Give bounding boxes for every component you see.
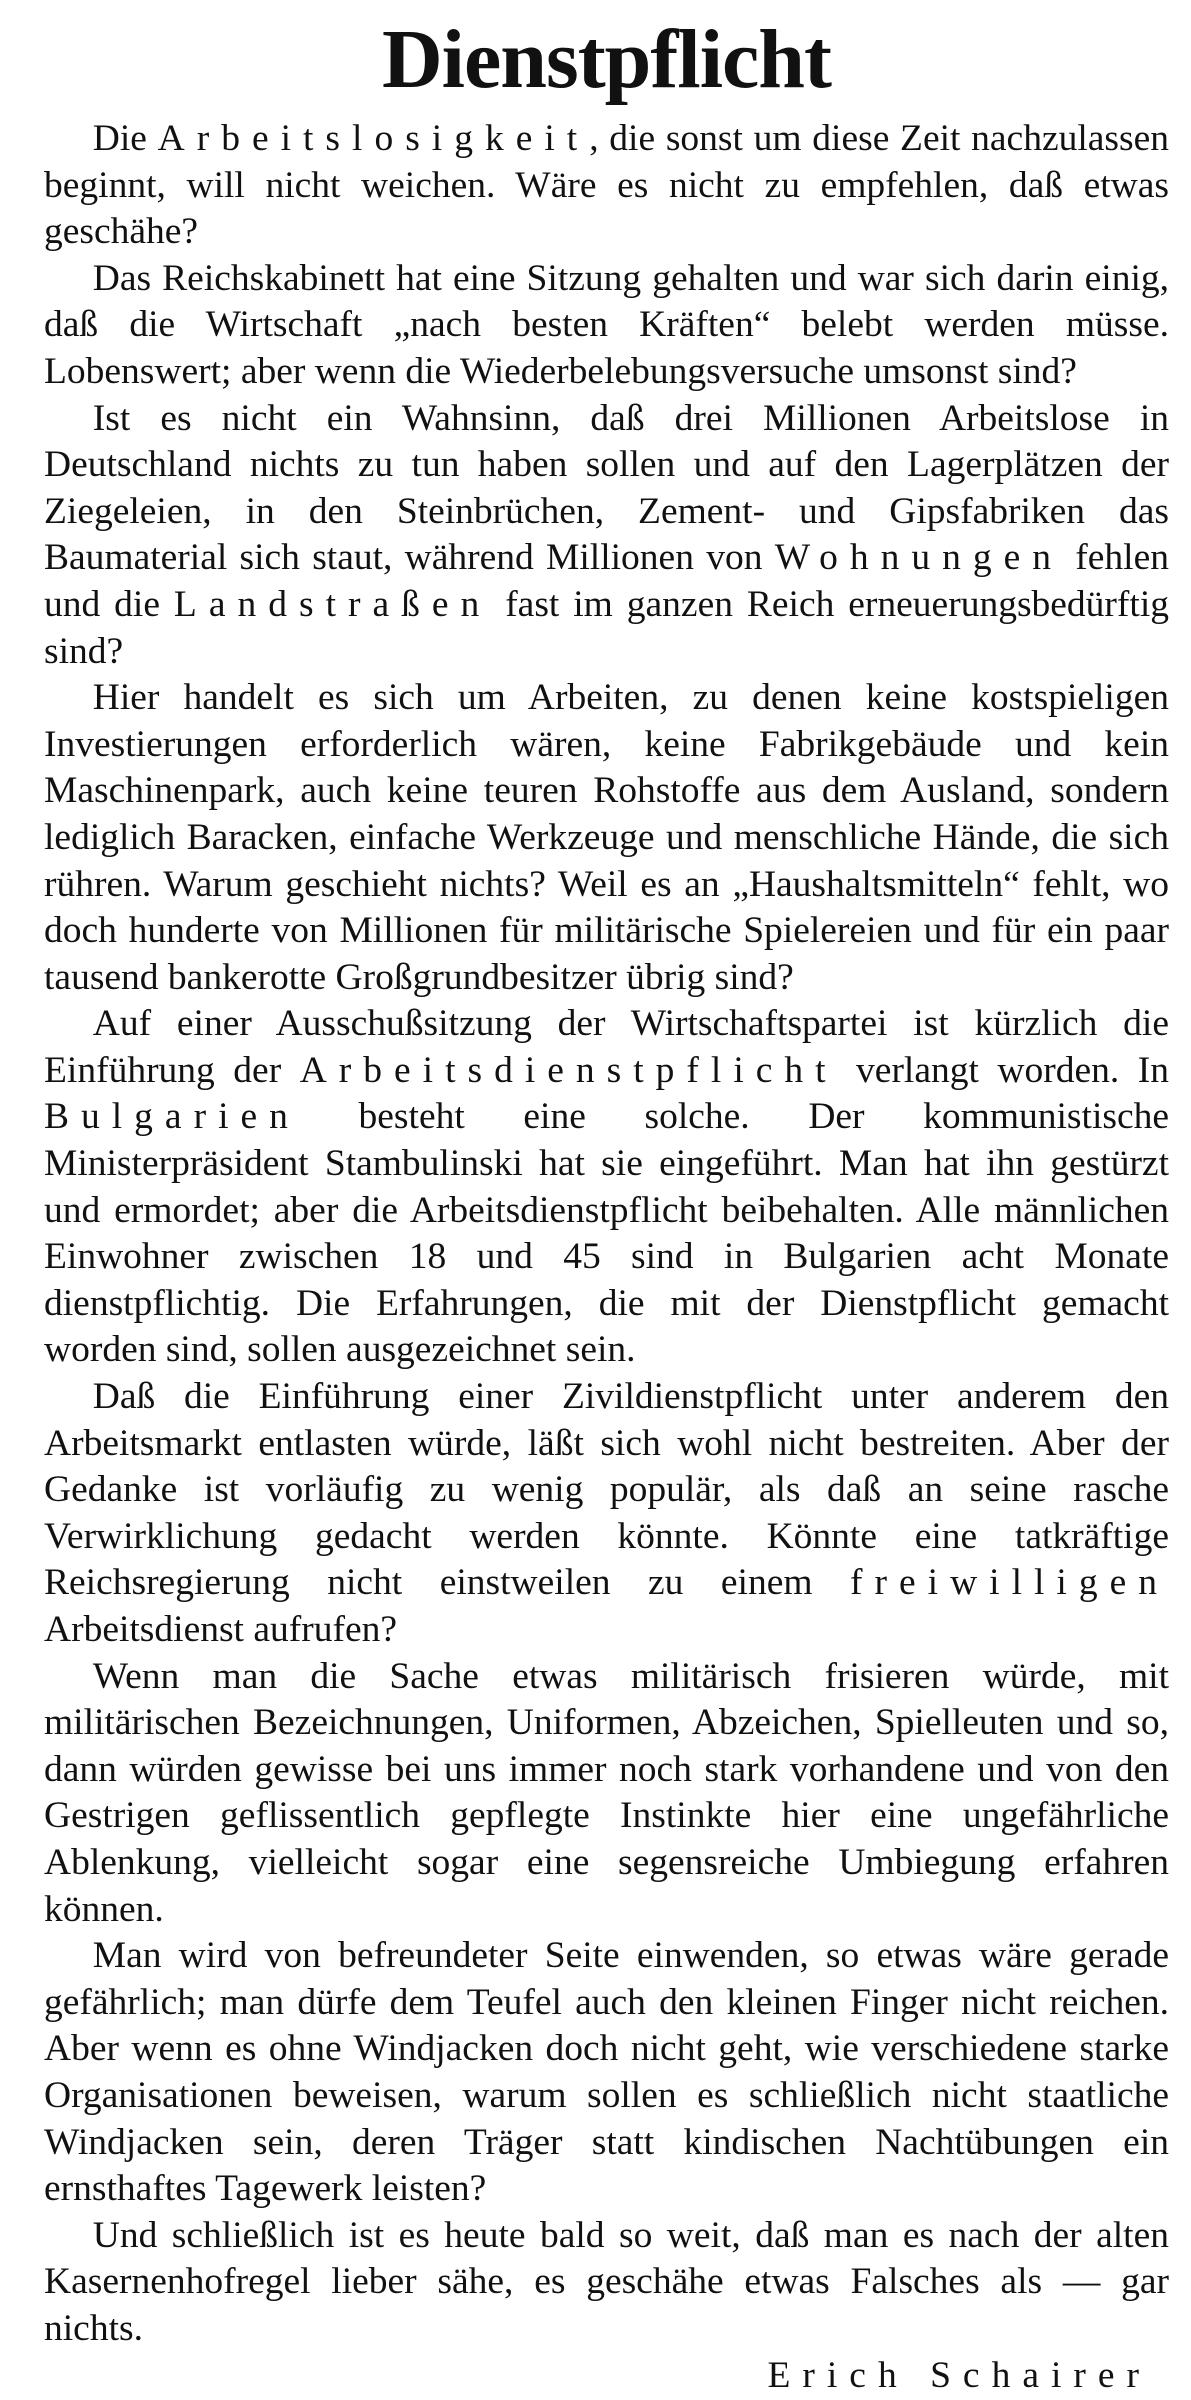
paragraph-text: verlangt worden. In — [837, 1049, 1169, 1091]
paragraph-text: Ist es nicht ein Wahnsinn, daß drei Millionen Arbeitslose in Deutschland nichts zu tun haben sollen und auf den Lagerplätzen der Ziegeleien, in den Steinbrüchen, Zement- und Gipsfabriken das Baumaterial sich staut, während Millionen von — [44, 397, 1169, 579]
article-paragraph — [44, 256, 1169, 396]
spaced-emphasis: Arbeitsdienstpflicht — [299, 1049, 838, 1091]
paragraph-text: Hier handelt es sich um Arbeiten, zu denen keine kostspieligen Investierungen erforderlich wären, keine Fabrikgebäude und kein Maschinenpark, auch keine teuren Rohstoffe aus dem Ausland, sondern lediglich Baracken, einfache Werkzeuge und menschliche Hände, die sich rühren. Warum geschieht nichts? Weil es an „Haushaltsmitteln“ fehlt, wo doch hunderte von Millionen für militärische Spielereien und für ein paar tausend bankerotte Großgrundbesitzer übrig sind? — [44, 677, 1169, 998]
author-signature: Erich Schairer — [767, 2354, 1151, 2396]
article-body — [44, 116, 1169, 2353]
spaced-emphasis: Arbeitslosigkeit — [157, 118, 590, 159]
spaced-emphasis: Landstraßen — [173, 583, 492, 625]
paragraph-text: , die sonst um diese Zeit nachzulassen beginnt, will nicht weichen. Wäre es nicht zu empfehlen, daß etwas geschähe? — [44, 118, 1169, 253]
paragraph-text: fehlen und die — [44, 537, 1169, 625]
article-paragraph — [44, 1374, 1169, 1654]
paragraph-text: Daß die Einführung einer Zivildienstpflicht unter anderem den Arbeitsmarkt entlasten würde, läßt sich wohl nicht bestreiten. Aber der Gedanke ist vorläufig zu wenig populär, als daß an seine rasche Verwirklichung gedacht werden könnte. Könnte eine tatkräftige Reichsregierung nicht einstweilen zu einem — [44, 1376, 1169, 1604]
article-paragraph — [44, 1933, 1169, 2213]
paragraph-text: Arbeitsdienst aufrufen? — [44, 1609, 397, 1650]
article-paragraph — [44, 1654, 1169, 1934]
paragraph-text: Wenn man die Sache etwas militärisch frisieren würde, mit militärischen Bezeichnungen, Uniformen, Abzeichen, Spielleuten und so, dann würden gewisse bei uns immer noch stark vorhandene und von den Gestrigen geflissentlich gepflegte Instinkte hier eine ungefährliche Ablenkung, vielleicht sogar eine segensreiche Umbiegung erfahren können. — [44, 1655, 1169, 1930]
article-paragraph — [44, 675, 1169, 1001]
spaced-emphasis: freiwilligen — [850, 1562, 1169, 1604]
spaced-emphasis: Bulgarien — [44, 1096, 300, 1138]
article-paragraph — [44, 116, 1169, 256]
paragraph-text: Das Reichskabinett hat eine Sitzung gehalten und war sich darin einig, daß die Wirtschaft „nach besten Kräften“ belebt werden müsse. Lobenswert; aber wenn die Wiederbelebungsversuche umsonst sind? — [44, 257, 1169, 392]
paragraph-text: Die — [92, 118, 158, 159]
article-paragraph — [44, 2213, 1169, 2353]
article-paragraph — [44, 1001, 1169, 1374]
paragraph-text: besteht eine solche. Der kommunistische Ministerpräsident Stambulinski hat sie eingeführt. Man hat ihn gestürzt und ermordet; aber die Arbeitsdienstpflicht beibehalten. Alle männlichen Einwohner zwischen 18 und 45 sind in Bulgarien acht Monate dienstpflichtig. Die Erfahrungen, die mit der Dienstpflicht gemacht worden sind, sollen ausgezeichnet sein. — [44, 1096, 1169, 1371]
spaced-emphasis: Wohnungen — [774, 537, 1064, 579]
paragraph-text: Auf einer Ausschußsitzung der Wirtschaftspartei ist kürzlich die Einführung der — [44, 1003, 1169, 1091]
article-paragraph — [44, 396, 1169, 676]
paragraph-text: fast im ganzen Reich erneuerungsbedürftig sind? — [44, 583, 1169, 672]
article-title: Dienstpflicht — [382, 13, 831, 106]
paragraph-text: Man wird von befreundeter Seite einwenden, so etwas wäre gerade gefährlich; man dürfe dem Teufel auch den kleinen Finger nicht reichen. Aber wenn es ohne Windjacken doch nicht geht, wie verschiedene starke Organisationen beweisen, warum sollen es schließlich nicht staatliche Windjacken sein, deren Träger statt kindischen Nachtübungen ein ernsthaftes Tagewerk leisten? — [44, 1935, 1169, 2210]
paragraph-text: Und schließlich ist es heute bald so weit, daß man es nach der alten Kasernenhofregel lieber sähe, es geschähe etwas Falsches als — gar nichts. — [44, 2214, 1169, 2349]
